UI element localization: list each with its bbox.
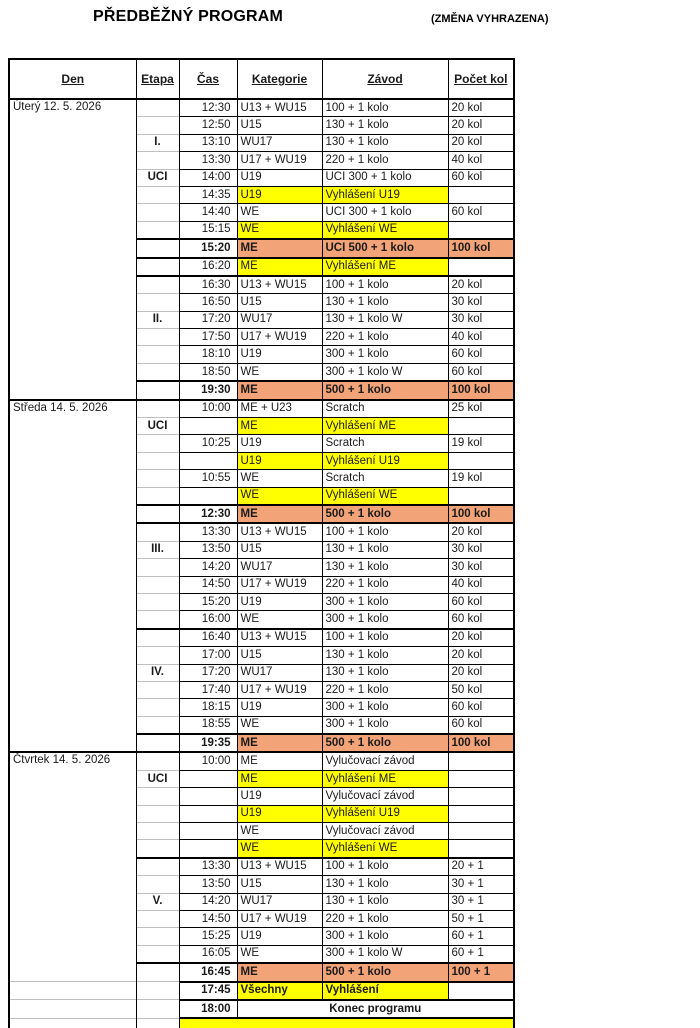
stage-cell — [136, 681, 179, 698]
stage-cell: UCI — [136, 169, 179, 186]
category-cell: WE — [237, 204, 322, 221]
time-cell: 16:00 — [179, 611, 237, 629]
laps-cell: 19 kol — [448, 435, 514, 452]
time-cell: 17:50 — [179, 329, 237, 346]
time-cell: 17:00 — [179, 647, 237, 664]
laps-cell: 20 kol — [448, 99, 514, 117]
category-cell: ME — [237, 258, 322, 276]
race-cell: 300 + 1 kolo — [322, 716, 448, 734]
page-subtitle-note: (ZMĚNA VYHRAZENA) — [431, 13, 549, 25]
stage-cell — [136, 876, 179, 893]
table-header-row — [9, 59, 514, 99]
day-cell — [9, 1018, 136, 1028]
laps-cell — [448, 770, 514, 787]
race-cell: Vyhlášení ME — [322, 770, 448, 787]
race-cell: UCI 300 + 1 kolo — [322, 169, 448, 186]
category-cell: ME — [237, 734, 322, 752]
laps-cell: 50 + 1 — [448, 910, 514, 927]
time-cell: 14:20 — [179, 559, 237, 576]
time-cell: 14:50 — [179, 576, 237, 593]
stage-cell — [136, 910, 179, 927]
laps-cell: 30 + 1 — [448, 893, 514, 910]
category-cell: ME — [237, 239, 322, 257]
race-cell: 130 + 1 kolo — [322, 647, 448, 664]
stage-cell — [136, 982, 179, 1000]
stage-cell — [136, 716, 179, 734]
category-cell: U13 + WU15 — [237, 858, 322, 876]
category-cell: U13 + WU15 — [237, 99, 322, 117]
day-cell: Středa 14. 5. 2026 — [9, 400, 136, 753]
laps-cell: 20 kol — [448, 664, 514, 681]
laps-cell — [448, 752, 514, 770]
laps-cell: 100 kol — [448, 505, 514, 523]
table-row — [9, 1000, 514, 1018]
time-cell: 18:50 — [179, 363, 237, 381]
category-cell: U19 — [237, 452, 322, 469]
stage-cell: II. — [136, 311, 179, 328]
time-cell — [179, 770, 237, 787]
race-cell: 300 + 1 kolo — [322, 346, 448, 363]
time-cell: 13:30 — [179, 858, 237, 876]
stage-cell — [136, 346, 179, 363]
race-cell: 220 + 1 kolo — [322, 681, 448, 698]
laps-cell: 60 kol — [448, 611, 514, 629]
stage-cell — [136, 523, 179, 541]
laps-cell: 30 kol — [448, 559, 514, 576]
race-cell: Vyhlášení U19 — [322, 186, 448, 203]
race-cell: Scratch — [322, 400, 448, 418]
race-cell: 100 + 1 kolo — [322, 629, 448, 647]
column-header-kategorie: Kategorie — [237, 59, 322, 99]
laps-cell: 25 kol — [448, 400, 514, 418]
stage-cell — [136, 928, 179, 945]
laps-cell: 20 kol — [448, 647, 514, 664]
laps-cell: 60 kol — [448, 204, 514, 221]
time-cell: 13:30 — [179, 523, 237, 541]
race-cell: 100 + 1 kolo — [322, 276, 448, 294]
column-header-cas: Čas — [179, 59, 237, 99]
stage-cell — [136, 559, 179, 576]
race-cell: 130 + 1 kolo — [322, 134, 448, 151]
race-cell: 300 + 1 kolo — [322, 928, 448, 945]
stage-cell — [136, 221, 179, 239]
category-cell: WU17 — [237, 664, 322, 681]
laps-cell — [448, 452, 514, 469]
race-cell: 300 + 1 kolo W — [322, 363, 448, 381]
race-cell: 500 + 1 kolo — [322, 963, 448, 981]
laps-cell: 30 kol — [448, 311, 514, 328]
laps-cell — [448, 221, 514, 239]
race-cell: 220 + 1 kolo — [322, 910, 448, 927]
race-cell: Vylučovací závod — [322, 788, 448, 805]
time-cell: 12:50 — [179, 117, 237, 134]
column-header-zavod: Závod — [322, 59, 448, 99]
stage-cell — [136, 805, 179, 822]
laps-cell: 19 kol — [448, 470, 514, 487]
category-cell: ME — [237, 418, 322, 435]
race-cell: 130 + 1 kolo — [322, 294, 448, 311]
category-cell: U19 — [237, 435, 322, 452]
category-cell: U19 — [237, 593, 322, 610]
stage-cell — [136, 734, 179, 752]
category-cell: U17 + WU19 — [237, 910, 322, 927]
time-cell: 17:40 — [179, 681, 237, 698]
laps-cell — [448, 258, 514, 276]
column-header-etapa: Etapa — [136, 59, 179, 99]
laps-cell: 60 + 1 — [448, 928, 514, 945]
race-cell: 500 + 1 kolo — [322, 734, 448, 752]
stage-cell — [136, 363, 179, 381]
category-cell: WU17 — [237, 311, 322, 328]
day-cell: Čtvrtek 14. 5. 2026 — [9, 752, 136, 981]
stage-cell — [136, 470, 179, 487]
laps-cell — [448, 186, 514, 203]
page-title: PŘEDBĚŽNÝ PROGRAM — [93, 8, 284, 25]
stage-cell — [136, 788, 179, 805]
time-cell — [179, 823, 237, 840]
stage-cell — [136, 294, 179, 311]
time-cell: 13:50 — [179, 876, 237, 893]
laps-cell: 40 kol — [448, 152, 514, 169]
laps-cell: 20 kol — [448, 117, 514, 134]
race-cell: UCI 300 + 1 kolo — [322, 204, 448, 221]
time-cell: 16:20 — [179, 258, 237, 276]
category-cell: WE — [237, 487, 322, 505]
laps-cell — [448, 840, 514, 858]
category-cell: ME — [237, 770, 322, 787]
time-cell: 14:50 — [179, 910, 237, 927]
stage-cell — [136, 1000, 179, 1018]
race-cell: 500 + 1 kolo — [322, 381, 448, 399]
race-cell: 300 + 1 kolo — [322, 699, 448, 716]
category-cell: U15 — [237, 876, 322, 893]
category-cell: WE — [237, 611, 322, 629]
time-cell: 15:15 — [179, 221, 237, 239]
time-cell: 10:00 — [179, 752, 237, 770]
race-cell: 300 + 1 kolo — [322, 593, 448, 610]
race-cell: Vyhlášení ME — [322, 258, 448, 276]
category-cell: U15 — [237, 541, 322, 558]
laps-cell — [448, 788, 514, 805]
category-cell: ME — [237, 963, 322, 981]
laps-cell — [448, 982, 514, 1000]
race-cell: 100 + 1 kolo — [322, 523, 448, 541]
category-cell: ME — [237, 381, 322, 399]
laps-cell: 60 kol — [448, 593, 514, 610]
laps-cell: 20 kol — [448, 523, 514, 541]
time-cell: 14:35 — [179, 186, 237, 203]
category-cell: ME — [237, 505, 322, 523]
time-cell: 15:20 — [179, 239, 237, 257]
laps-cell: 30 kol — [448, 541, 514, 558]
laps-cell: 60 kol — [448, 699, 514, 716]
category-cell: U17 + WU19 — [237, 329, 322, 346]
table-row — [9, 752, 514, 770]
race-cell: UCI 500 + 1 kolo — [322, 239, 448, 257]
race-cell: Vyhlášení WE — [322, 487, 448, 505]
time-cell: 18:00 — [179, 1000, 237, 1018]
time-cell: 10:25 — [179, 435, 237, 452]
stage-cell — [136, 752, 179, 770]
race-cell: Vyhlášení U19 — [322, 805, 448, 822]
time-cell: 16:40 — [179, 629, 237, 647]
category-cell: U15 — [237, 294, 322, 311]
laps-cell: 60 + 1 — [448, 945, 514, 963]
time-cell: 10:00 — [179, 400, 237, 418]
category-cell: WE — [237, 363, 322, 381]
time-cell: 12:30 — [179, 505, 237, 523]
race-cell: 130 + 1 kolo — [322, 559, 448, 576]
day-cell: Úterý 12. 5. 2026 — [9, 99, 136, 400]
stage-cell — [136, 823, 179, 840]
laps-cell: 30 + 1 — [448, 876, 514, 893]
laps-cell: 20 kol — [448, 629, 514, 647]
laps-cell: 100 kol — [448, 239, 514, 257]
laps-cell: 60 kol — [448, 363, 514, 381]
time-cell: 13:10 — [179, 134, 237, 151]
laps-cell: 100 kol — [448, 734, 514, 752]
race-cell: 220 + 1 kolo — [322, 576, 448, 593]
stage-cell — [136, 117, 179, 134]
stage-cell — [136, 629, 179, 647]
category-cell: WE — [237, 840, 322, 858]
laps-cell: 60 kol — [448, 716, 514, 734]
race-cell: 130 + 1 kolo — [322, 876, 448, 893]
laps-cell: 20 + 1 — [448, 858, 514, 876]
cutoff-row — [9, 1018, 514, 1028]
time-cell: 12:30 — [179, 99, 237, 117]
category-cell: U13 + WU15 — [237, 276, 322, 294]
stage-cell — [136, 487, 179, 505]
time-cell: 14:00 — [179, 169, 237, 186]
time-cell — [179, 487, 237, 505]
race-cell: 500 + 1 kolo — [322, 505, 448, 523]
category-cell: U19 — [237, 699, 322, 716]
laps-cell: 30 kol — [448, 294, 514, 311]
race-cell: 130 + 1 kolo — [322, 117, 448, 134]
stage-cell: V. — [136, 893, 179, 910]
time-cell: 18:55 — [179, 716, 237, 734]
time-cell — [179, 840, 237, 858]
race-cell: Scratch — [322, 435, 448, 452]
stage-cell — [136, 963, 179, 981]
stage-cell: III. — [136, 541, 179, 558]
stage-cell — [136, 435, 179, 452]
race-cell: 100 + 1 kolo — [322, 99, 448, 117]
stage-cell — [136, 858, 179, 876]
stage-cell — [136, 239, 179, 257]
column-header-den: Den — [9, 59, 136, 99]
laps-cell: 60 kol — [448, 346, 514, 363]
stage-cell — [136, 699, 179, 716]
time-cell: 17:20 — [179, 311, 237, 328]
category-cell: WU17 — [237, 134, 322, 151]
time-cell: 19:35 — [179, 734, 237, 752]
stage-cell — [136, 276, 179, 294]
stage-cell — [136, 840, 179, 858]
time-cell: 14:40 — [179, 204, 237, 221]
category-cell: U19 — [237, 169, 322, 186]
category-cell: ME + U23 — [237, 400, 322, 418]
race-cell: 300 + 1 kolo — [322, 611, 448, 629]
laps-cell: 20 kol — [448, 276, 514, 294]
race-cell: 220 + 1 kolo — [322, 329, 448, 346]
table-row — [9, 99, 514, 117]
time-cell: 10:55 — [179, 470, 237, 487]
category-cell: WE — [237, 945, 322, 963]
category-cell: WU17 — [237, 559, 322, 576]
stage-cell — [136, 945, 179, 963]
category-cell: U13 + WU15 — [237, 629, 322, 647]
category-cell: WE — [237, 823, 322, 840]
time-cell — [179, 805, 237, 822]
race-cell: 300 + 1 kolo W — [322, 945, 448, 963]
race-cell: 130 + 1 kolo — [322, 541, 448, 558]
category-cell: ME — [237, 752, 322, 770]
laps-cell — [448, 418, 514, 435]
stage-cell: IV. — [136, 664, 179, 681]
time-cell: 17:20 — [179, 664, 237, 681]
stage-cell: I. — [136, 134, 179, 151]
time-cell: 13:30 — [179, 152, 237, 169]
race-cell: Vylučovací závod — [322, 752, 448, 770]
laps-cell: 50 kol — [448, 681, 514, 698]
laps-cell — [448, 487, 514, 505]
stage-cell — [136, 258, 179, 276]
stage-cell — [136, 1018, 179, 1028]
race-cell: Vyhlášení WE — [322, 221, 448, 239]
category-cell: U19 — [237, 346, 322, 363]
day-cell — [9, 982, 136, 1000]
time-cell: 15:20 — [179, 593, 237, 610]
category-cell: U17 + WU19 — [237, 152, 322, 169]
day-cell — [9, 1000, 136, 1018]
stage-cell — [136, 99, 179, 117]
race-cell: Vyhlášení WE — [322, 840, 448, 858]
stage-cell: UCI — [136, 770, 179, 787]
stage-cell — [136, 576, 179, 593]
stage-cell — [136, 204, 179, 221]
time-cell: 17:45 — [179, 982, 237, 1000]
stage-cell — [136, 593, 179, 610]
category-cell: U17 + WU19 — [237, 681, 322, 698]
table-row — [9, 982, 514, 1000]
stage-cell — [136, 329, 179, 346]
time-cell: 14:20 — [179, 893, 237, 910]
time-cell: 19:30 — [179, 381, 237, 399]
stage-cell — [136, 452, 179, 469]
stage-cell — [136, 611, 179, 629]
category-cell: WE — [237, 221, 322, 239]
laps-cell: 20 kol — [448, 134, 514, 151]
category-cell: U17 + WU19 — [237, 576, 322, 593]
category-cell: WE — [237, 716, 322, 734]
laps-cell — [448, 823, 514, 840]
time-cell: 16:45 — [179, 963, 237, 981]
stage-cell — [136, 647, 179, 664]
race-cell: Scratch — [322, 470, 448, 487]
laps-cell — [448, 805, 514, 822]
stage-cell — [136, 400, 179, 418]
stage-cell — [136, 152, 179, 169]
laps-cell: 100 + 1 — [448, 963, 514, 981]
race-cell: 220 + 1 kolo — [322, 152, 448, 169]
cutoff-highlight-strip — [179, 1018, 514, 1028]
category-cell: WU17 — [237, 893, 322, 910]
time-cell: 13:50 — [179, 541, 237, 558]
stage-cell — [136, 381, 179, 399]
laps-cell: 40 kol — [448, 329, 514, 346]
program-table — [8, 58, 515, 1028]
stage-cell — [136, 505, 179, 523]
time-cell: 18:10 — [179, 346, 237, 363]
time-cell: 16:30 — [179, 276, 237, 294]
laps-cell: 40 kol — [448, 576, 514, 593]
category-cell: U19 — [237, 788, 322, 805]
race-cell: Vyhlášení ME — [322, 418, 448, 435]
category-cell: U19 — [237, 928, 322, 945]
laps-cell: 100 kol — [448, 381, 514, 399]
column-header-pocet-kol: Počet kol — [448, 59, 514, 99]
time-cell: 16:50 — [179, 294, 237, 311]
time-cell — [179, 418, 237, 435]
category-cell: U13 + WU15 — [237, 523, 322, 541]
category-cell: U19 — [237, 805, 322, 822]
race-cell: 130 + 1 kolo W — [322, 311, 448, 328]
laps-cell: 60 kol — [448, 169, 514, 186]
time-cell — [179, 452, 237, 469]
time-cell: 15:25 — [179, 928, 237, 945]
category-cell: U15 — [237, 647, 322, 664]
category-cell: WE — [237, 470, 322, 487]
stage-cell: UCI — [136, 418, 179, 435]
category-cell: U19 — [237, 186, 322, 203]
table-row — [9, 400, 514, 418]
race-cell: 100 + 1 kolo — [322, 858, 448, 876]
time-cell: 18:15 — [179, 699, 237, 716]
category-cell: Všechny — [237, 982, 322, 1000]
time-cell: 16:05 — [179, 945, 237, 963]
category-cell: U15 — [237, 117, 322, 134]
race-cell: Vyhlášení — [322, 982, 448, 1000]
race-cell: Vyhlášení U19 — [322, 452, 448, 469]
race-cell: 130 + 1 kolo — [322, 893, 448, 910]
schedule-body — [9, 99, 514, 1028]
stage-cell — [136, 186, 179, 203]
end-of-program-cell: Konec programu — [237, 1000, 514, 1018]
race-cell: 130 + 1 kolo — [322, 664, 448, 681]
race-cell: Vylučovací závod — [322, 823, 448, 840]
time-cell — [179, 788, 237, 805]
